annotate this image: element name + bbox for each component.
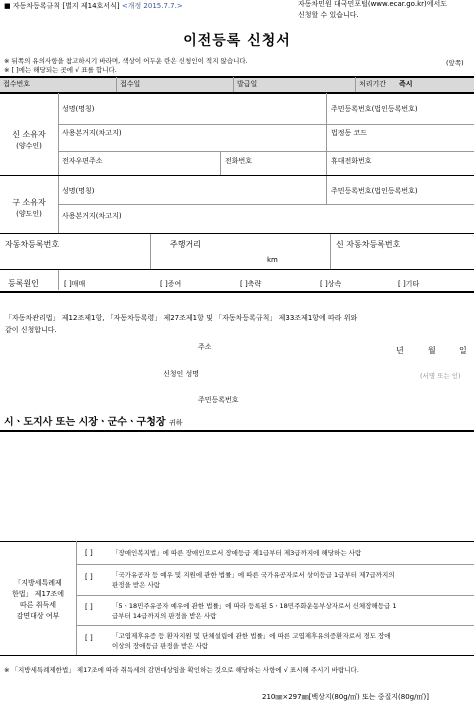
form-title: 이전등록 신청서 [183,33,291,49]
tax-label-line-4: 감면대상 여부 [16,612,60,620]
new-vehicle-reg-number-field[interactable]: 신 자동차등록번호 [336,240,401,249]
mileage-field[interactable]: 주행거리 [170,240,201,249]
statement-line-1: 「자동차관리법」 제12조제1항, 「자동차등록령」 제27조제1항 및 「자동차등록규칙」 제33조제1항에 따라 위와 [5,314,358,322]
applicant-address-label: 주소 [198,343,212,351]
tax-label-line-2: 한법」 제17조에 [12,590,64,598]
tax-item-3-checkbox[interactable]: [ ] [85,603,93,611]
tax-item-4-text-1: 「고엽제후유증 등 환자지원 및 단체설립에 관한 법률」에 따른 고엽제후유의증환자로서 경도 장애 [112,632,391,640]
tax-item-2-checkbox[interactable]: [ ] [85,573,93,581]
instruction-note-2: ※ [ ]에는 해당되는 곳에 √ 표를 합니다. [4,66,117,74]
date-day-label: 일 [459,346,467,355]
receipt-number-label: 접수번호 [3,80,31,88]
statement-line-2: 같이 신청합니다. [5,326,57,334]
cause-option-other[interactable]: [ ]기타 [398,280,420,288]
tax-item-3-text-1: 「5ㆍ18민주유공자 예우에 관한 법률」에 따라 등록된 5ㆍ18민주화운동부상자로서 신체장해등급 1 [112,602,397,610]
cause-option-inheritance[interactable]: [ ]상속 [320,280,342,288]
online-note-line1: 자동차민원 대국민포털(www.ecar.go.kr)에서도 [298,0,448,8]
cause-option-sale[interactable]: [ ]매매 [64,280,86,288]
instruction-note-1: ※ 뒤쪽의 유의사항을 참고하시기 바라며, 색상이 어두운 란은 신청인이 적지 않습니다. [4,57,248,65]
processing-period-value: 즉시 [399,80,413,88]
old-owner-section-sub: (양도인) [16,210,42,218]
addressee [4,413,183,428]
form-reference-prefix: ■ 자동차등록규칙 [별지 제14호서식] [4,2,120,10]
tax-item-1-checkbox[interactable]: [ ] [85,549,93,557]
tax-label-line-3: 따른 취득세 [19,601,57,609]
online-note-line2: 신청할 수 있습니다. [298,11,359,19]
addressee-title: 시ㆍ도지사 또는 시장ㆍ군수ㆍ구청장 [4,417,166,428]
new-owner-name-field[interactable]: 성명(명칭) [62,105,95,113]
mileage-unit: km [267,256,278,264]
tax-item-4-checkbox[interactable]: [ ] [85,634,93,642]
tax-item-2-text-1: 「국가유공자 등 예우 및 지원에 관한 법률」에 따른 국가유공자로서 상이등급 1급부터 제7급까지의 [112,571,395,579]
receipt-date-label: 접수일 [120,80,141,88]
new-owner-phone-field[interactable]: 전화번호 [225,157,253,165]
page-side-mark: (앞쪽) [446,59,464,67]
tax-item-1-text: 「장애인복지법」에 따른 장애인으로서 장애등급 제1급부터 제3급까지에 해당하는 사람 [112,549,362,557]
vehicle-reg-number-field[interactable]: 자동차등록번호 [5,240,60,249]
new-owner-legal-code-field[interactable]: 법정동 코드 [331,129,368,137]
cause-option-auction[interactable]: [ ]축략 [240,280,262,288]
tax-label-line-1: 「지방세특례제 [14,579,62,587]
form-reference [4,2,183,10]
new-owner-address-field[interactable]: 사용본거지(차고지) [62,129,122,137]
new-owner-mobile-field[interactable]: 휴대전화번호 [331,157,372,165]
date-month-label: 월 [428,346,436,355]
tax-exemption-label [0,578,76,622]
cause-option-gift[interactable]: [ ]증여 [160,280,182,288]
signature-note: (서명 또는 인) [420,372,461,380]
paper-spec: 210㎜×297㎜[백상지(80g/㎡) 또는 중질지(80g/㎡)] [262,693,429,701]
date-year-label: 년 [396,346,404,355]
tax-item-4-text-2: 이상의 장애등급 판정을 받은 사람 [112,642,209,650]
tax-item-3-text-2: 급부터 14급까지의 판정을 받은 사람 [112,612,217,620]
applicant-name-label: 신청인 성명 [163,370,200,378]
processing-period-label: 처리기간 [359,80,387,88]
new-owner-email-field[interactable]: 전자우편주소 [62,157,103,165]
new-owner-section-label: 신 소유자 [12,130,46,139]
footer-tax-note: ※ 「지방세특례제한법」 제17조에 따라 취득세의 감면대상임을 확인하는 것으로 해당하는 사항에 √ 표시해 주시기 바랍니다. [4,666,359,674]
new-owner-section-sub: (양수인) [16,142,42,150]
old-owner-address-field[interactable]: 사용본거지(차고지) [62,212,122,220]
old-owner-section-label: 구 소유자 [12,198,46,207]
old-owner-resident-number-field[interactable]: 주민등록번호(법인등록번호) [331,187,418,195]
old-owner-name-field[interactable]: 성명(명칭) [62,187,95,195]
addressee-suffix: 귀하 [169,419,183,427]
issue-date-label: 발급일 [237,80,258,88]
applicant-resident-number-label: 주민등록번호 [198,396,239,404]
new-owner-resident-number-field[interactable]: 주민등록번호(법인등록번호) [331,105,418,113]
tax-item-2-text-2: 판정을 받은 사람 [112,581,161,589]
registration-cause-label: 등록원인 [8,279,39,288]
form-revision-date: <개정 2015.7.7.> [121,2,183,10]
